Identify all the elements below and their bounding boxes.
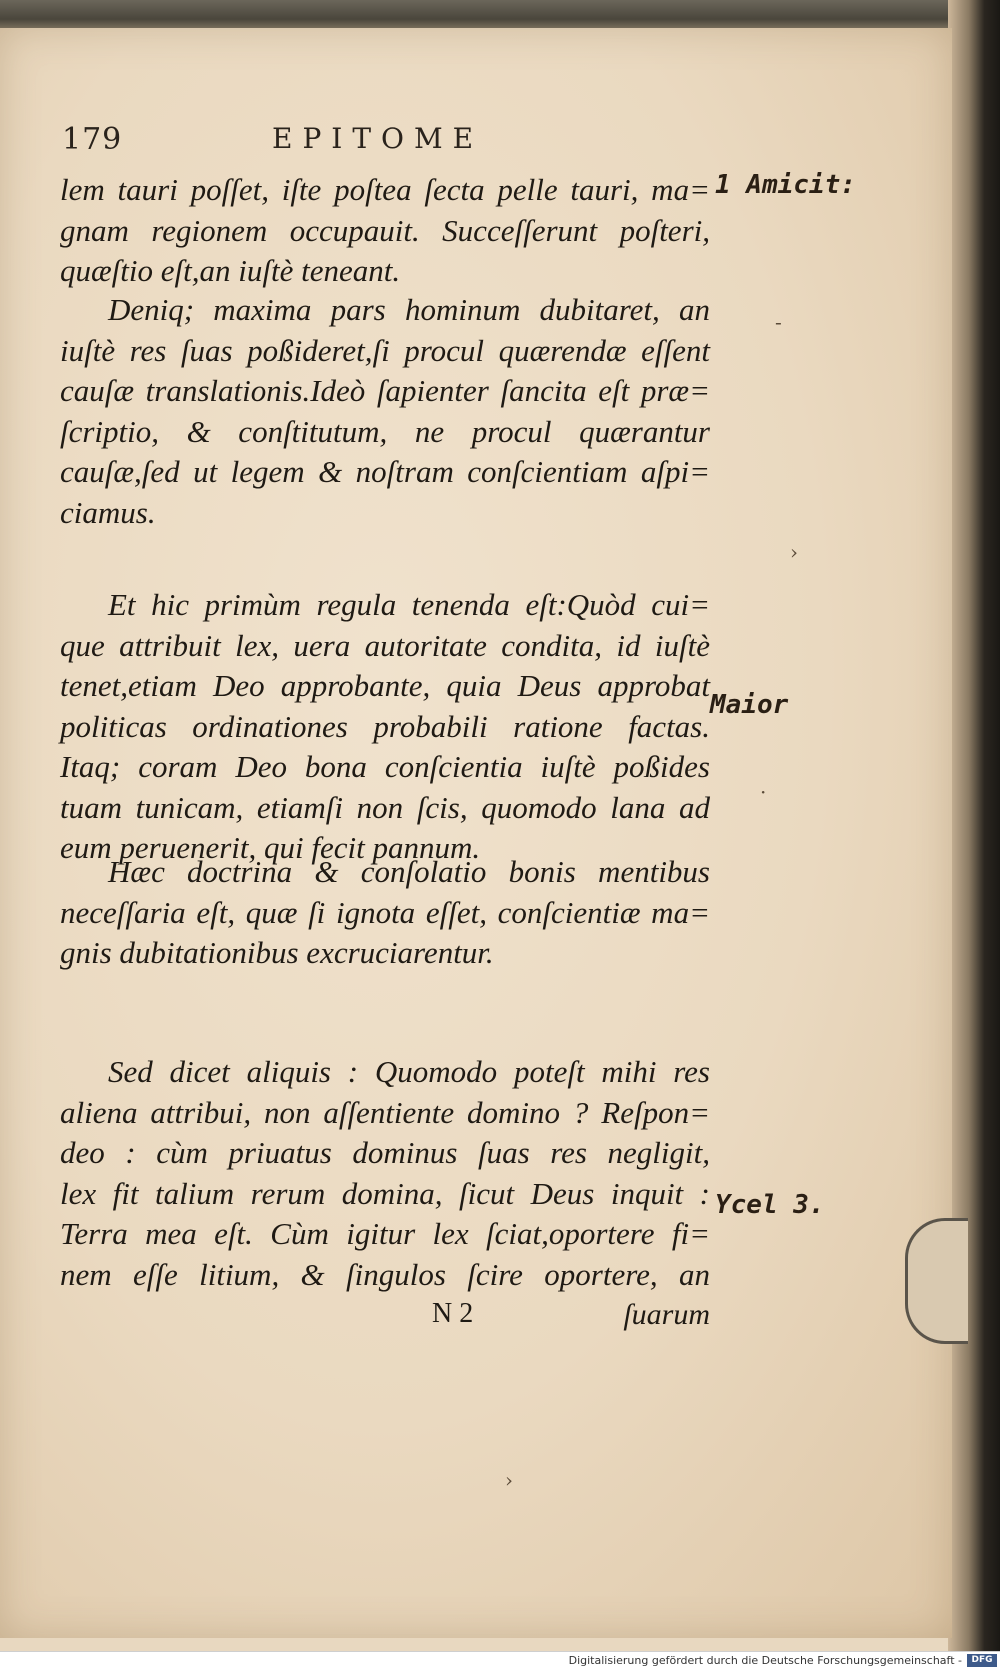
margin-tick-mark: › — [790, 540, 798, 564]
credit-text: Digitalisierung gefördert durch die Deutsche Forschungsgemeinschaft - — [568, 1654, 962, 1667]
paragraph — [60, 585, 710, 869]
text-line: aliena attribui, non aſſentiente domino ? Reſpon= — [60, 1094, 710, 1130]
marginal-note: Maior — [710, 690, 789, 720]
paragraph — [60, 290, 710, 533]
text-line: Deniq; maxima pars hominum dubitaret, an — [108, 292, 710, 327]
margin-tick-mark: › — [505, 1468, 513, 1492]
text-line: Terra mea eſt. Cùm igitur lex ſciat,oportere fi= — [60, 1216, 710, 1251]
text-line: quæſtio eſt,an iuſtè teneant. — [60, 253, 401, 288]
text-line: Itaq; coram Deo bona conſcientia iuſtè poßides — [60, 749, 710, 784]
text-line: eum peruenerit, qui fecit pannum. — [60, 830, 481, 865]
text-line: deo : cùm priuatus dominus ſuas res negligit, — [60, 1135, 710, 1170]
paragraph — [60, 170, 710, 292]
page-clip — [905, 1218, 968, 1344]
marginal-note: 1 Amicit: — [715, 170, 856, 200]
page-footer — [60, 1298, 710, 1338]
text-line: politicas ordinationes probabili ratione factas. — [60, 708, 710, 744]
paragraph — [60, 852, 710, 974]
text-line: lem tauri poſſet, iſte poſtea ſecta pelle tauri, ma= — [60, 172, 710, 207]
dfg-logo: DFG — [967, 1654, 997, 1667]
text-line: cauſæ translationis.Ideò ſapienter ſancita eſt præ= — [60, 373, 710, 408]
text-line: Hæc doctrina & conſolatio bonis mentibus — [108, 854, 710, 889]
catchword: ſuarum — [623, 1298, 710, 1331]
book-page-edges — [948, 0, 1000, 1669]
paragraph — [60, 1052, 710, 1295]
text-line: Sed dicet aliquis : Quomodo poteſt mihi res — [108, 1054, 710, 1089]
text-line: ciamus. — [60, 494, 156, 530]
text-line: gnam regionem occupauit. Succeſſerunt poſteri, — [60, 212, 710, 248]
text-line: gnis dubitationibus excruciarentur. — [60, 935, 494, 970]
text-line: cauſæ,ſed ut legem & noſtram conſcientiam aſpi= — [60, 454, 710, 489]
text-line: iuſtè res ſuas poßideret,ſi procul quærendæ eſſent — [60, 332, 710, 368]
text-line: nem eſſe litium, & ſingulos ſcire oportere, an — [60, 1256, 710, 1292]
running-title: EPITOME — [272, 122, 484, 155]
text-line: tuam tunicam, etiamſi non ſcis, quomodo lana ad — [60, 789, 710, 825]
text-line: neceſſaria eſt, quæ ſi ignota eſſet, conſcientiæ ma= — [60, 894, 710, 930]
text-line: que attribuit lex, uera autoritate condita, id iuſtè — [60, 627, 710, 663]
marginal-note: Ycel 3. — [715, 1190, 825, 1220]
text-line: ſcriptio, & conſtitutum, ne procul quærantur — [60, 413, 710, 449]
page-number: 179 — [62, 122, 123, 157]
signature-mark: N 2 — [432, 1298, 474, 1329]
margin-dot-mark: · — [760, 780, 767, 804]
page-header — [62, 122, 702, 162]
text-line: tenet,etiam Deo approbante, quia Deus approbat — [60, 668, 710, 703]
digitization-credit-bar — [0, 1651, 1000, 1670]
text-line: lex fit talium rerum domina, ſicut Deus inquit : — [60, 1175, 710, 1211]
margin-dash-mark: - — [775, 310, 782, 334]
text-line: Et hic primùm regula tenenda eſt:Quòd cui= — [108, 587, 710, 622]
